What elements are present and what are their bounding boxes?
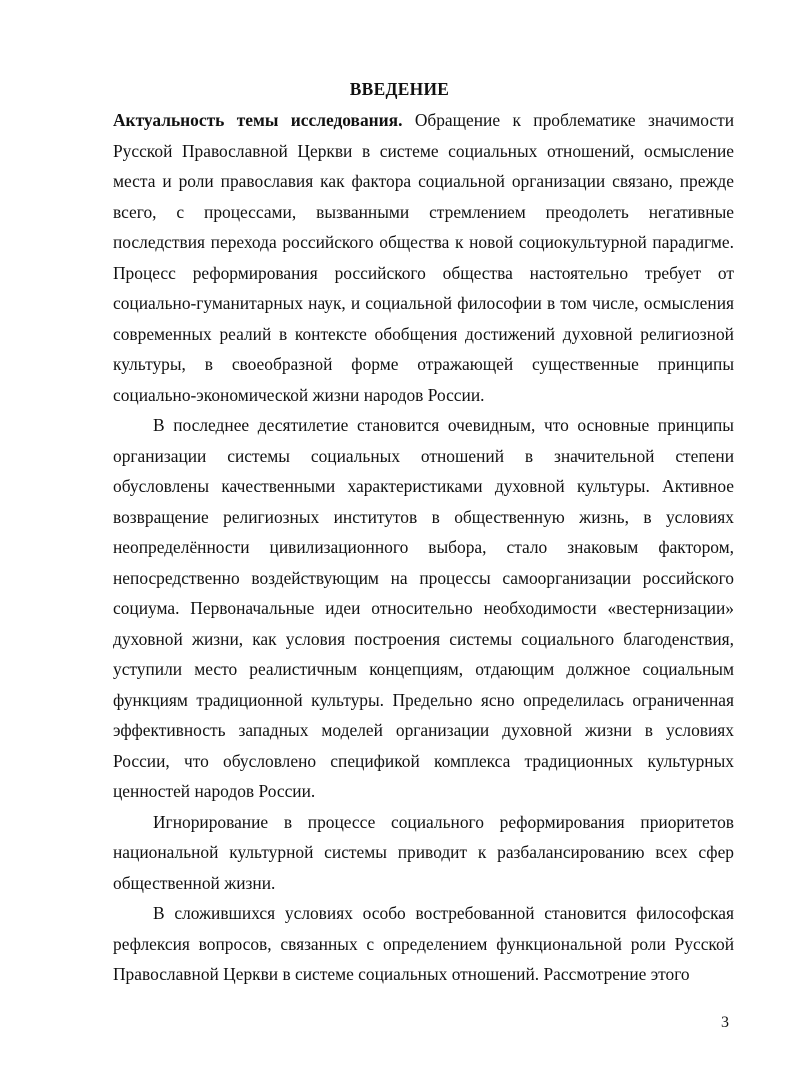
section-heading: ВВЕДЕНИЕ <box>349 79 450 99</box>
paragraph-4: В сложившихся условиях особо востребованной становится философская рефлексия вопросов, связанных с определением функциональной роли Русской Православной Церкви в системе социальных отношений. Рассмотрение этого <box>113 903 734 984</box>
page-number: 3 <box>721 1014 729 1031</box>
paragraph-2: В последнее десятилетие становится очевидным, что основные принципы организации системы социальных отношений в значительной степени обусловлены качественными характеристиками духовной культуры. Активное возвращение религиозных институтов в общественную жизнь, в условиях неопределённости цивилизационного выбора, стало знаковым фактором, непосредственно воздействующим на процессы самоорганизации российского социума. Первоначальные идеи относительно необходимости «вестернизации» духовной жизни, как условия построения системы социального благоденствия, уступили место реалистичным концепциям, отдающим должное социальным функциям традиционной культуры. Предельно ясно определилась ограниченная эффективность западных моделей организации духовной жизни в условиях России, что обусловлено спецификой комплекса традиционных культурных ценностей народов России. <box>113 415 734 801</box>
paragraph-lead: Актуальность темы исследования. <box>113 110 403 130</box>
paragraph-text: Обращение к проблематике значимости Русской Православной Церкви в системе социальных отношений, осмысление места и роли православия как фактора социальной организации связано, прежде всего, с процессами, вызванными стремлением преодолеть негативные последствия перехода российского общества к новой социокультурной парадигме. Процесс реформирования российского общества настоятельно требует от социально-гуманитарных наук, и социальной философии в том числе, осмысления современных реалий в контексте обобщения достижений духовной религиозной культуры, в своеобразной форме отражающей существенные принципы социально-экономической жизни народов России. <box>113 110 735 405</box>
paragraph-3: Игнорирование в процессе социального реформирования приоритетов национальной культурной системы приводит к разбалансированию всех сфер общественной жизни. <box>113 811 734 893</box>
paragraph-1 <box>113 105 734 410</box>
body-text <box>113 105 734 990</box>
